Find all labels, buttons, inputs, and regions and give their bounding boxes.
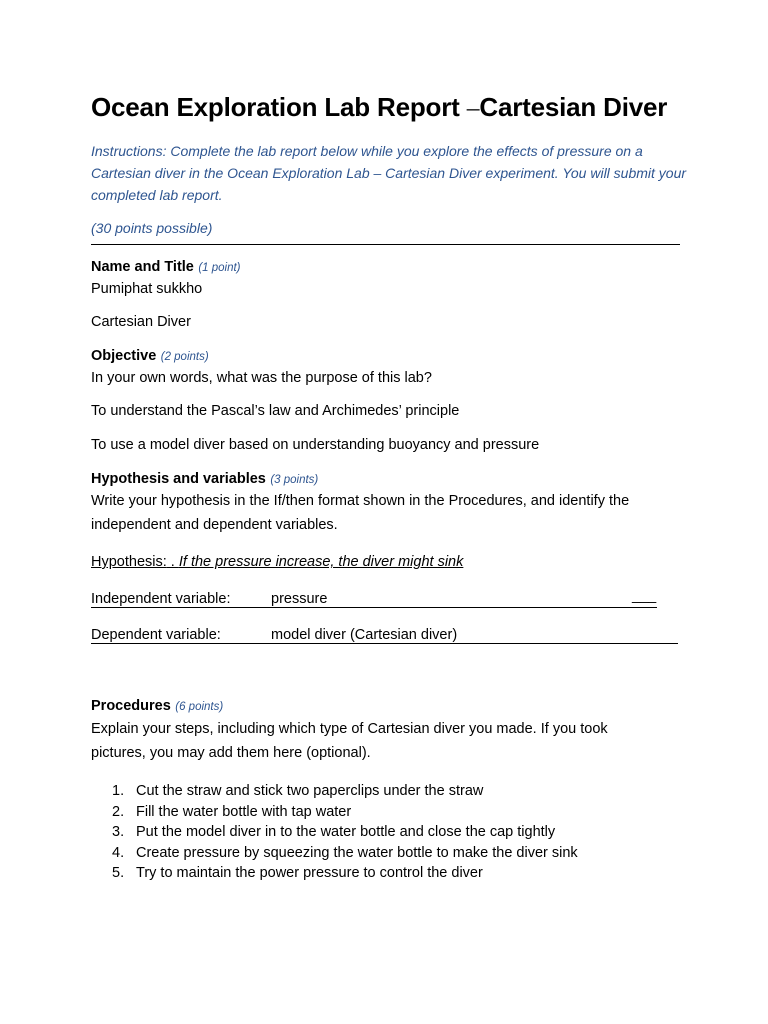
procedure-step — [112, 802, 578, 823]
student-name: Pumiphat sukkho — [91, 281, 203, 297]
step-text: Try to maintain the power pressure to control the diver — [136, 865, 483, 881]
step-number: 1. — [112, 783, 125, 799]
hypothesis-points: (3 points) — [270, 474, 319, 486]
title-dash: — — [466, 101, 480, 117]
procedures-prompt-line-1: Explain your steps, including which type of Cartesian diver you made. If you took — [91, 721, 608, 737]
title-part-2: Cartesian Diver — [479, 92, 668, 122]
hypothesis-line — [91, 554, 463, 570]
procedure-steps-list — [112, 781, 578, 884]
instructions-line-1: Instructions: Complete the lab report below while you explore the effects of pressure on a — [91, 143, 643, 159]
procedure-step — [112, 863, 578, 884]
objective-label: Objective — [91, 348, 157, 364]
objective-points: (2 points) — [160, 351, 209, 363]
instructions-line-2: Cartesian diver in the Ocean Exploration Lab – Cartesian Diver experiment. You will submit your — [91, 165, 687, 181]
step-text: Create pressure by squeezing the water bottle to make the diver sink — [136, 844, 578, 861]
hypothesis-text: If the pressure increase, the diver might sink — [178, 554, 464, 570]
procedure-step — [112, 781, 578, 802]
step-text: Fill the water bottle with tap water — [136, 803, 352, 820]
step-text: Cut the straw and stick two paperclips under the straw — [136, 783, 484, 799]
independent-variable-underline — [91, 607, 657, 608]
hypothesis-prompt-line-1: Write your hypothesis in the If/then format shown in the Procedures, and identify the — [91, 493, 630, 509]
step-number: 3. — [112, 824, 125, 840]
procedures-heading — [91, 697, 223, 715]
hypothesis-prompt-line-2: independent and dependent variables. — [91, 517, 338, 533]
hypothesis-label: Hypothesis and variables — [91, 471, 266, 487]
procedure-step — [112, 843, 578, 864]
dependent-variable-value: model diver (Cartesian diver) — [271, 627, 458, 643]
procedures-points: (6 points) — [175, 701, 224, 713]
hypothesis-gap: . — [166, 554, 179, 570]
name-title-label: Name and Title — [91, 259, 194, 275]
instructions-block — [91, 140, 691, 206]
objective-heading — [91, 347, 209, 365]
step-number: 5. — [112, 865, 125, 881]
step-text: Put the model diver in to the water bottle and close the cap tightly — [136, 824, 556, 840]
objective-answer-1: To understand the Pascal’s law and Archimedes’ principle — [91, 403, 460, 419]
name-title-heading — [91, 258, 241, 276]
procedure-step — [112, 822, 578, 843]
hypothesis-field-label: Hypothesis: — [91, 554, 167, 570]
title-part-1: Ocean Exploration Lab Report — [91, 92, 467, 122]
name-title-points: (1 point) — [198, 262, 241, 274]
procedures-label: Procedures — [91, 698, 171, 714]
dependent-variable-underline — [91, 643, 678, 644]
objective-answer-2: To use a model diver based on understanding buoyancy and pressure — [91, 437, 540, 453]
independent-variable-tail: ___ — [632, 588, 657, 604]
lab-title: Cartesian Diver — [91, 314, 191, 330]
dependent-variable-label: Dependent variable: — [91, 627, 221, 643]
procedures-prompt-line-2: pictures, you may add them here (optional). — [91, 745, 371, 761]
hypothesis-heading — [91, 470, 318, 488]
points-possible: (30 points possible) — [91, 220, 213, 236]
independent-variable-label: Independent variable: — [91, 591, 231, 607]
objective-prompt: In your own words, what was the purpose of this lab? — [91, 370, 432, 386]
step-number: 2. — [112, 803, 125, 820]
independent-variable-value: pressure — [271, 591, 328, 607]
step-number: 4. — [112, 844, 125, 861]
instructions-line-3: completed lab report. — [91, 187, 223, 203]
page-title — [91, 92, 667, 123]
section-divider — [91, 244, 680, 245]
